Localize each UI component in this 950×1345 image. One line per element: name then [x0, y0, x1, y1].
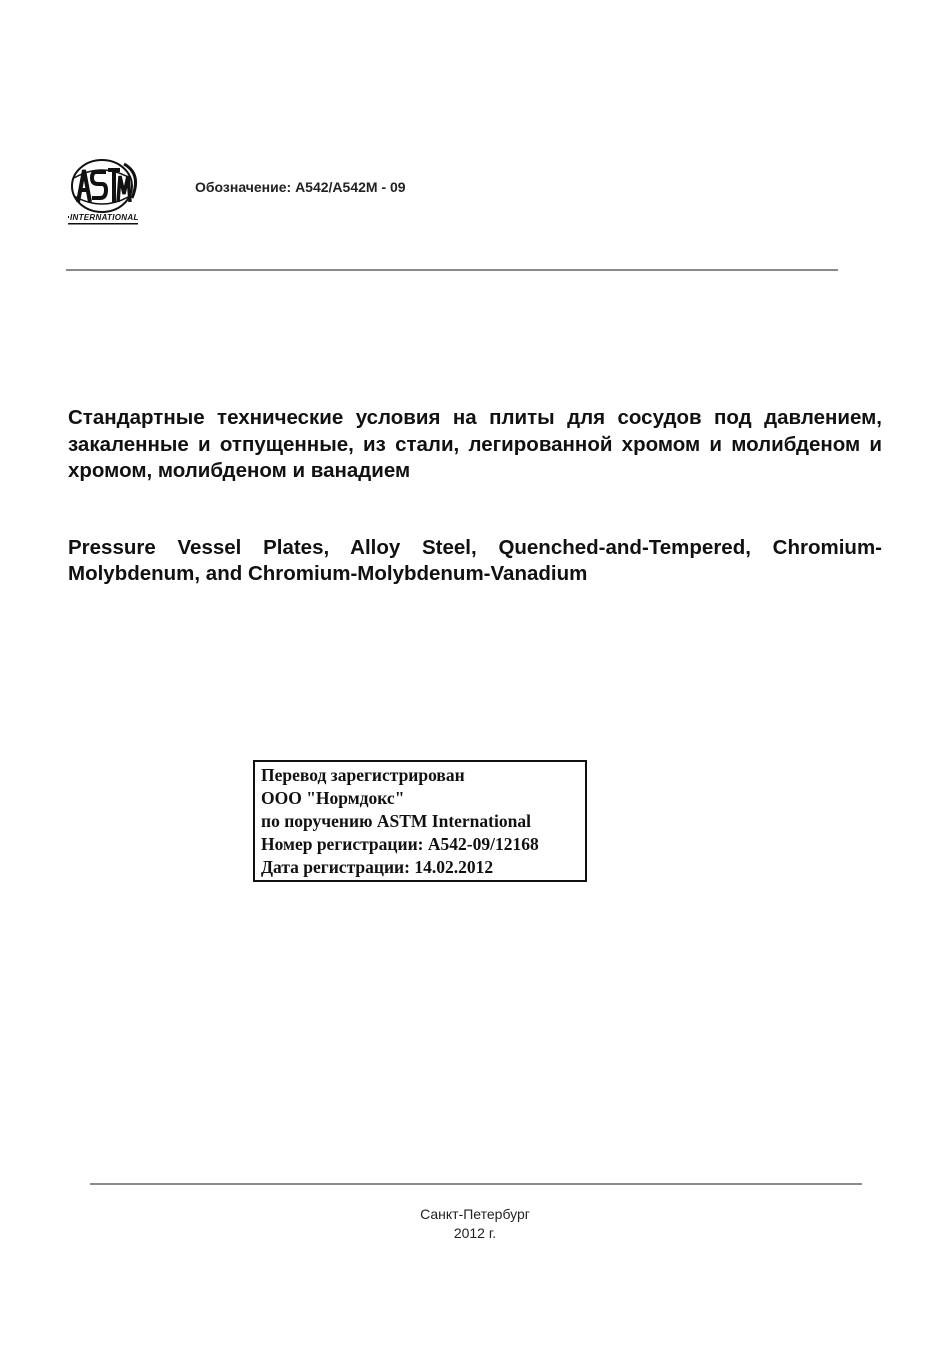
title-english: Pressure Vessel Plates, Alloy Steel, Quenched-and-Tempered, Chromium-Molybdenum, and Chromium-Molybdenum-Vanadium	[68, 536, 882, 585]
registration-line: по поручению ASTM International	[261, 811, 531, 831]
footer-year: 2012 г.	[453, 1225, 497, 1241]
footer-divider	[90, 1183, 862, 1185]
registration-line: Номер регистрации: A542-09/12168	[261, 834, 539, 854]
logo-caption: INTERNATIONAL	[70, 213, 139, 222]
footer-city: Санкт-Петербург	[420, 1206, 530, 1222]
header-divider	[66, 269, 838, 271]
registration-stamp	[253, 760, 587, 882]
standard-designation: Обозначение: A542/A542M - 09	[195, 179, 406, 195]
astm-logo	[66, 158, 142, 226]
registration-line: ООО "Нормдокс"	[261, 788, 405, 808]
registration-line: Перевод зарегистрирован	[261, 765, 465, 785]
registration-line: Дата регистрации: 14.02.2012	[261, 857, 494, 877]
title-russian: Стандартные технические условия на плиты для сосудов под давлением, закаленные и отпущенные, из стали, легированной хромом и молибденом и хромом, молибденом и ванадием	[68, 406, 882, 482]
